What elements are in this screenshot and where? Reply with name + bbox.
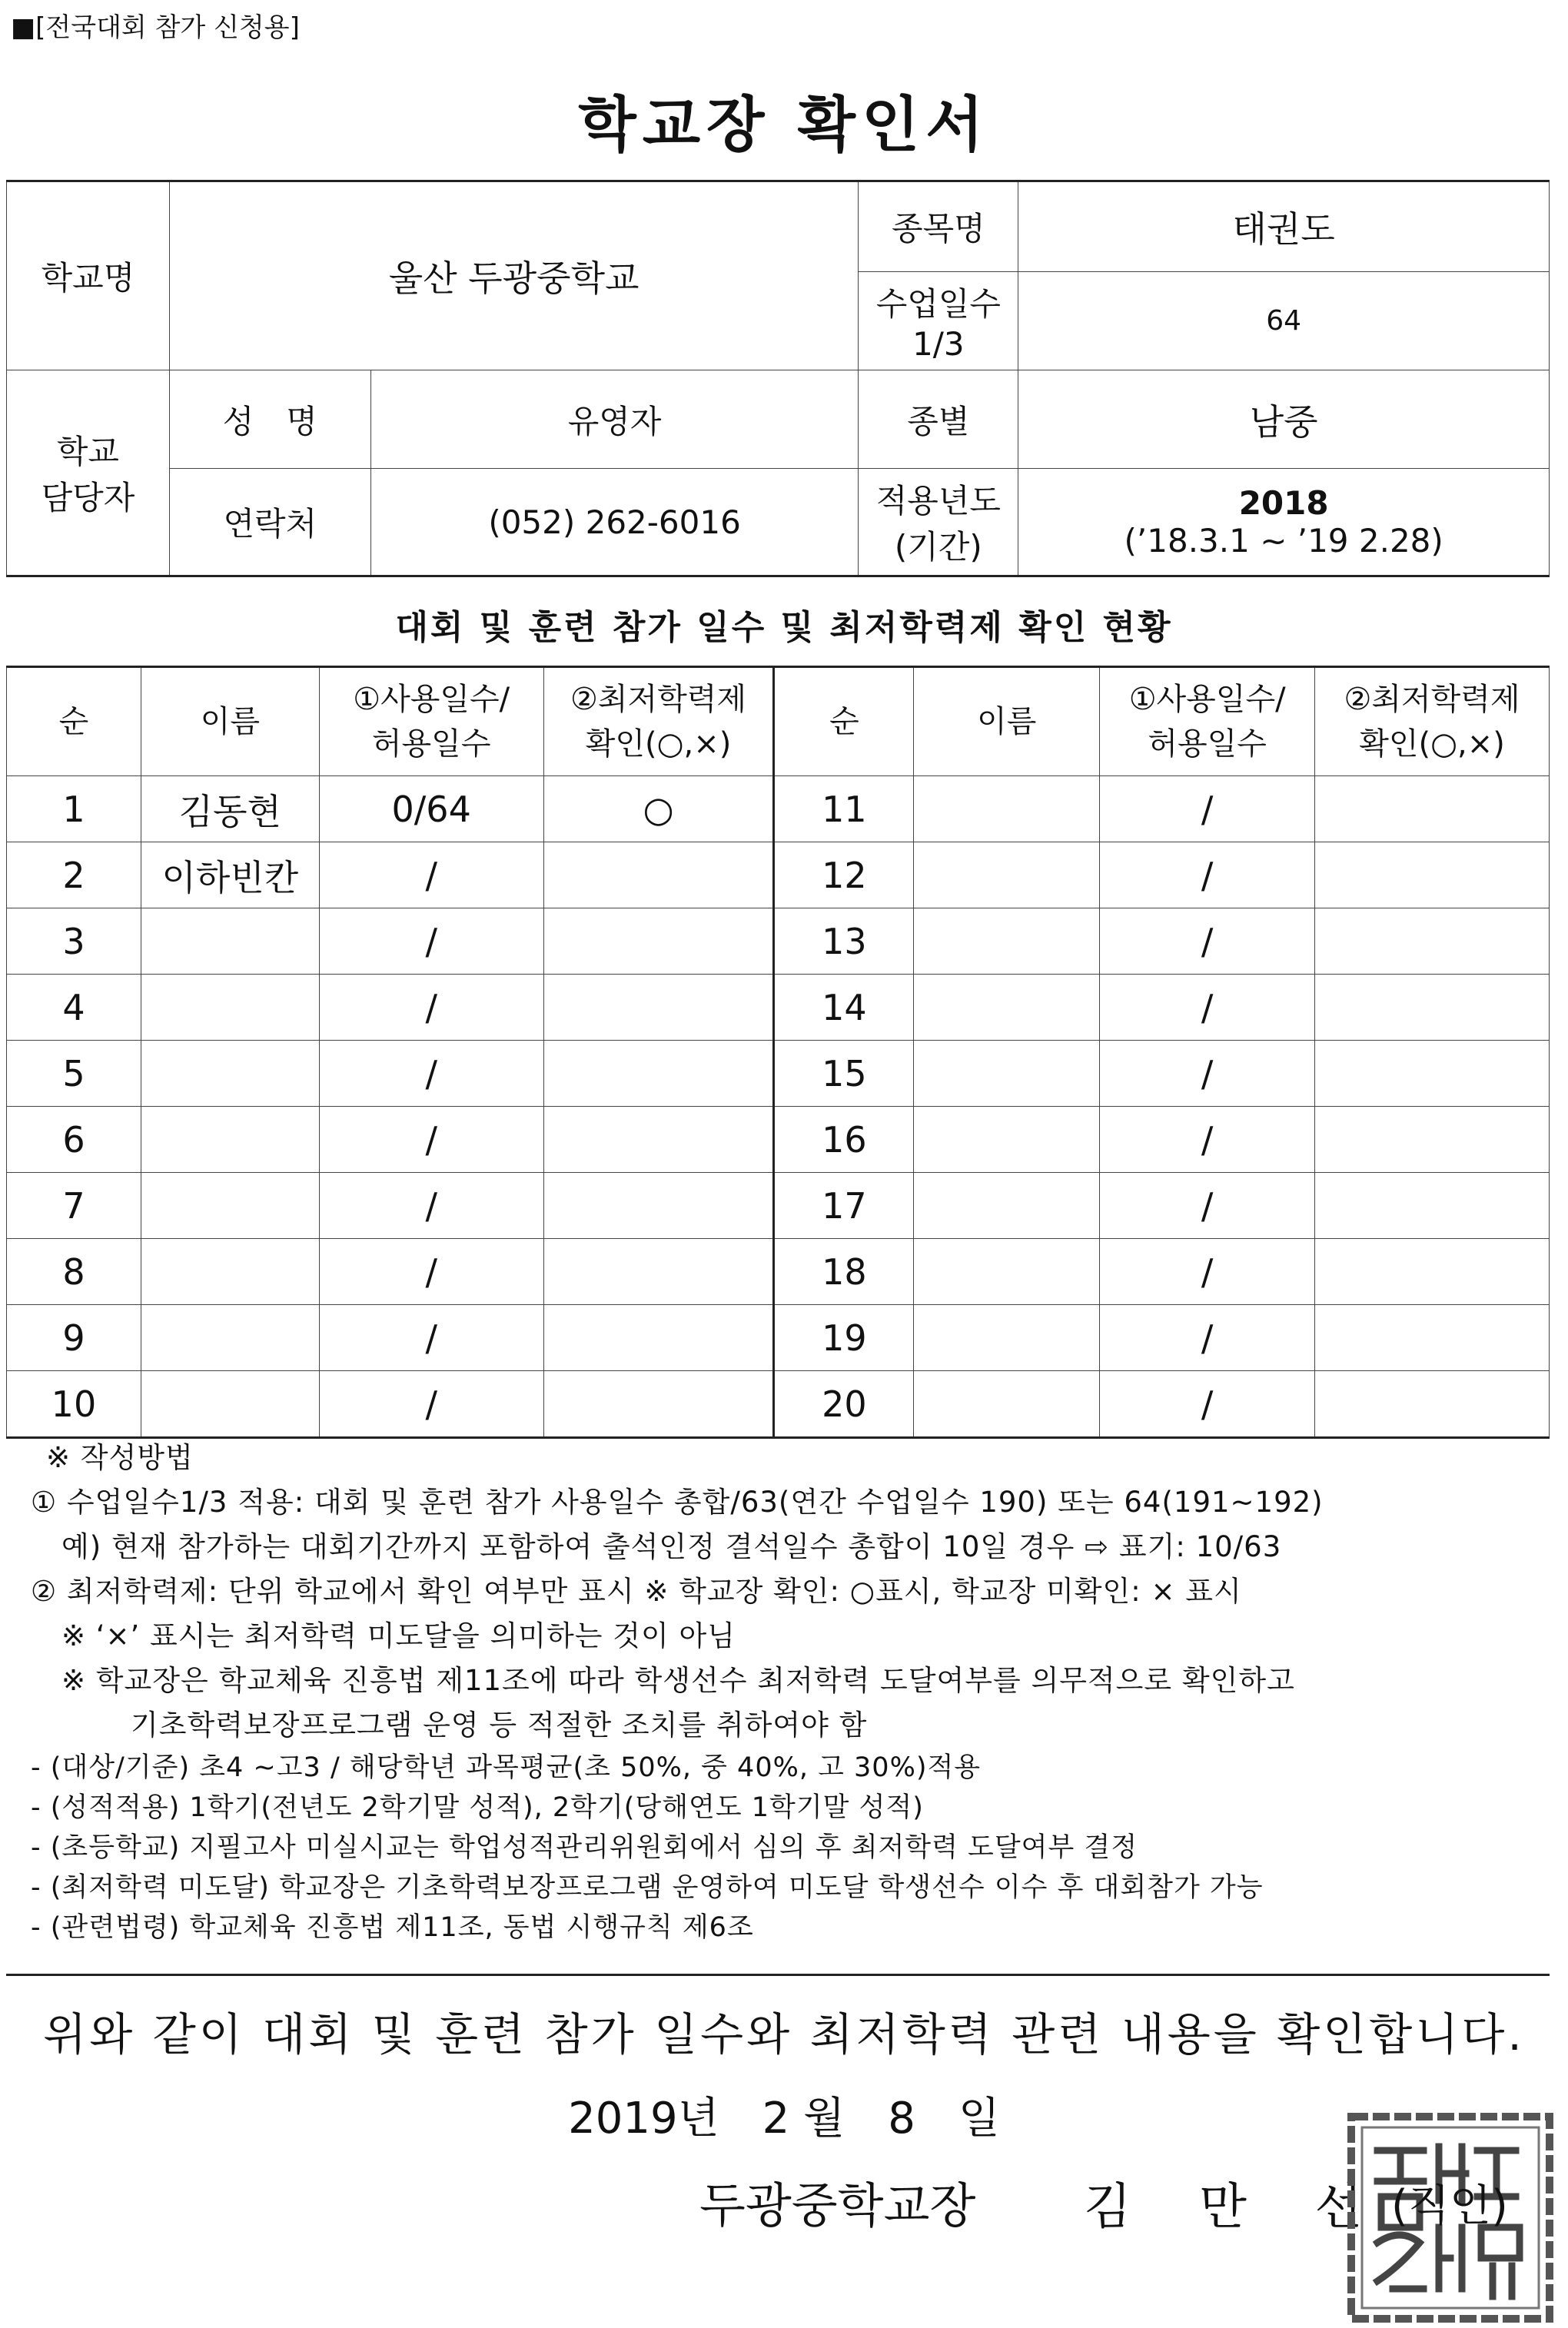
table-row: [7, 1305, 1550, 1371]
note-item: - (대상/기준) 초4 ~고3 / 해당학년 과목평균(초 50%, 중 40%, 고 30%)적용: [31, 1752, 982, 1783]
signer-name: 김 만 선: [1084, 2179, 1389, 2236]
phone-value: (052) 262-6016: [370, 469, 859, 576]
event-label: 종목명: [859, 181, 1018, 272]
cell-no: 4: [7, 975, 141, 1041]
school-name-value: 울산 두광중학교: [169, 181, 859, 370]
school-info-table: [6, 180, 1550, 577]
cell-name: [141, 1305, 319, 1371]
contact-name-value: 유영자: [370, 370, 859, 469]
cell-mark: [543, 1371, 774, 1438]
cell-days: /: [1100, 1107, 1315, 1173]
year-label-line2: (기간): [894, 528, 982, 566]
header-days-line1: ①사용일수/: [353, 682, 510, 717]
cell-no: 11: [774, 776, 914, 842]
cell-days: /: [319, 1173, 543, 1239]
issue-date: 2019년 2 월 8 일: [568, 2094, 1000, 2144]
cell-mark: [543, 1107, 774, 1173]
cell-days: 0/64: [319, 776, 543, 842]
cell-days: /: [1100, 1305, 1315, 1371]
cell-name: 김동현: [141, 776, 319, 842]
cell-name: [914, 908, 1100, 975]
phone-label: 연락처: [169, 469, 370, 576]
cell-name: [914, 842, 1100, 908]
cell-no: 13: [774, 908, 914, 975]
cell-days: /: [1100, 908, 1315, 975]
cell-no: 2: [7, 842, 141, 908]
header-min-level: [543, 667, 774, 776]
cell-name: 이하빈칸: [141, 842, 319, 908]
cell-days: /: [319, 975, 543, 1041]
note-item: ※ 학교장은 학교체육 진흥법 제11조에 따라 학생선수 최저학력 도달여부를 의무적으로 확인하고: [61, 1664, 1295, 1697]
cell-days: /: [1100, 1041, 1315, 1107]
cell-no: 17: [774, 1173, 914, 1239]
table-row: [7, 975, 1550, 1041]
cell-mark: [1315, 1305, 1550, 1371]
cell-no: 12: [774, 842, 914, 908]
cell-mark: [543, 1305, 774, 1371]
cell-days: /: [319, 1239, 543, 1305]
cell-days: /: [319, 908, 543, 975]
contact-name-label: 성 명: [169, 370, 370, 469]
header-min-line1: ②최저학력제: [1344, 682, 1520, 717]
cell-mark: [1315, 1041, 1550, 1107]
cell-days: /: [1100, 842, 1315, 908]
note-item: - (성적적용) 1학기(전년도 2학기말 성적), 2학기(당해연도 1학기말 성적): [31, 1792, 924, 1823]
cell-days: /: [1100, 776, 1315, 842]
header-days: [1100, 667, 1315, 776]
divider: [6, 1974, 1550, 1976]
cell-name: [141, 1173, 319, 1239]
cell-no: 9: [7, 1305, 141, 1371]
header-name: 이름: [914, 667, 1100, 776]
period-value: (’18.3.1 ~ ’19 2.28): [1124, 522, 1443, 560]
header-name: 이름: [141, 667, 319, 776]
cell-days: /: [1100, 1239, 1315, 1305]
cell-no: 8: [7, 1239, 141, 1305]
table-row: [7, 1371, 1550, 1438]
cell-name: [914, 1041, 1100, 1107]
header-no: 순: [774, 667, 914, 776]
contact-group-label-line2: 담당자: [41, 479, 135, 516]
cell-no: 14: [774, 975, 914, 1041]
cell-name: [914, 1107, 1100, 1173]
header-days-line2: 허용일수: [371, 726, 491, 762]
table-row: [7, 1173, 1550, 1239]
header-days: [319, 667, 543, 776]
class-days-label: [859, 272, 1018, 370]
note-item: - (최저학력 미도달) 학교장은 기초학력보장프로그램 운영하여 미도달 학생선수 이수 후 대회참가 가능: [31, 1872, 1264, 1903]
cell-mark: [543, 842, 774, 908]
cell-mark: [1315, 1371, 1550, 1438]
cell-no: 18: [774, 1239, 914, 1305]
instructions: [31, 1436, 1553, 1948]
table-row: [7, 1107, 1550, 1173]
cell-mark: [1315, 842, 1550, 908]
cell-name: [914, 776, 1100, 842]
note-heading: ※ 작성방법: [46, 1441, 194, 1474]
year-label: [859, 469, 1018, 576]
cell-mark: [1315, 1239, 1550, 1305]
cell-no: 7: [7, 1173, 141, 1239]
cell-days: /: [319, 842, 543, 908]
cell-name: [141, 1107, 319, 1173]
cell-name: [914, 975, 1100, 1041]
note-item: ※ ‘×’ 표시는 최저학력 미도달을 의미하는 것이 아님: [61, 1619, 736, 1652]
cell-mark: ○: [543, 776, 774, 842]
school-name-label: 학교명: [7, 181, 170, 370]
contact-group-label-line1: 학교: [56, 433, 120, 470]
cell-name: [141, 908, 319, 975]
year-label-line1: 적용년도: [875, 482, 1001, 520]
cell-name: [141, 975, 319, 1041]
event-value: 태권도: [1018, 181, 1550, 272]
cell-name: [914, 1173, 1100, 1239]
header-min-level: [1315, 667, 1550, 776]
cell-no: 10: [7, 1371, 141, 1438]
cell-name: [914, 1371, 1100, 1438]
cell-name: [141, 1371, 319, 1438]
cell-days: /: [319, 1107, 543, 1173]
cell-no: 6: [7, 1107, 141, 1173]
form-tag: ■[전국대회 참가 신청용]: [11, 12, 300, 43]
category-value: 남중: [1018, 370, 1550, 469]
cell-mark: [1315, 908, 1550, 975]
cell-days: /: [1100, 1173, 1315, 1239]
seal-label: (직인): [1391, 2181, 1508, 2231]
table-row: [7, 1041, 1550, 1107]
header-min-line2: 확인(○,×): [1359, 726, 1505, 762]
signer-title: 두광중학교장: [699, 2177, 976, 2233]
table-row: [7, 842, 1550, 908]
cell-mark: [543, 908, 774, 975]
year-value-cell: [1018, 469, 1550, 576]
class-days-label-line1: 수업일수: [875, 285, 1001, 323]
table-row: [7, 1239, 1550, 1305]
header-min-line1: ②최저학력제: [570, 682, 747, 717]
cell-no: 15: [774, 1041, 914, 1107]
cell-mark: [1315, 975, 1550, 1041]
cell-mark: [1315, 776, 1550, 842]
cell-no: 5: [7, 1041, 141, 1107]
note-item: ① 수업일수1/3 적용: 대회 및 훈련 참가 사용일수 총합/63(연간 수업일수 190) 또는 64(191~192): [31, 1486, 1324, 1519]
document-title: 학교장 확인서: [578, 91, 990, 160]
note-item: 기초학력보장프로그램 운영 등 적절한 조치를 취하여야 함: [131, 1709, 868, 1742]
note-item: 예) 현재 참가하는 대회기간까지 포함하여 출석인정 결석일수 총합이 10일 경우 ⇨ 표기: 10/63: [61, 1530, 1282, 1563]
participation-table: [6, 666, 1550, 1439]
cell-mark: [543, 1239, 774, 1305]
cell-days: /: [319, 1371, 543, 1438]
note-item: ② 최저학력제: 단위 학교에서 확인 여부만 표시 ※ 학교장 확인: ○표시, 학교장 미확인: × 표시: [31, 1575, 1242, 1608]
contact-group-label: [7, 370, 170, 576]
header-days-line2: 허용일수: [1148, 726, 1267, 762]
cell-name: [141, 1239, 319, 1305]
cell-days: /: [1100, 975, 1315, 1041]
note-item: - (초등학교) 지필고사 미실시교는 학업성적관리위원회에서 심의 후 최저학력 도달여부 결정: [31, 1832, 1138, 1863]
section-title: 대회 및 훈련 참가 일수 및 최저학력제 확인 현황: [395, 608, 1173, 647]
cell-no: 3: [7, 908, 141, 975]
cell-no: 1: [7, 776, 141, 842]
category-label: 종별: [859, 370, 1018, 469]
cell-no: 20: [774, 1371, 914, 1438]
cell-days: /: [1100, 1371, 1315, 1438]
class-days-label-line2: 1/3: [912, 325, 965, 363]
cell-mark: [543, 1041, 774, 1107]
cell-name: [914, 1305, 1100, 1371]
header-days-line1: ①사용일수/: [1128, 682, 1286, 717]
cell-days: /: [319, 1041, 543, 1107]
cell-name: [914, 1239, 1100, 1305]
table-row: [7, 776, 1550, 842]
year-value: 2018: [1238, 484, 1329, 522]
cell-mark: [1315, 1107, 1550, 1173]
cell-name: [141, 1041, 319, 1107]
cell-mark: [543, 975, 774, 1041]
cell-no: 19: [774, 1305, 914, 1371]
header-min-line2: 확인(○,×): [585, 726, 732, 762]
cell-no: 16: [774, 1107, 914, 1173]
cell-days: /: [319, 1305, 543, 1371]
cell-mark: [1315, 1173, 1550, 1239]
confirmation-text: 위와 같이 대회 및 훈련 참가 일수와 최저학력 관련 내용을 확인합니다.: [43, 2008, 1525, 2061]
cell-mark: [543, 1173, 774, 1239]
header-no: 순: [7, 667, 141, 776]
table-row: [7, 908, 1550, 975]
class-days-value: 64: [1018, 272, 1550, 370]
note-item: - (관련법령) 학교체육 진흥법 제11조, 동법 시행규칙 제6조: [31, 1912, 754, 1943]
